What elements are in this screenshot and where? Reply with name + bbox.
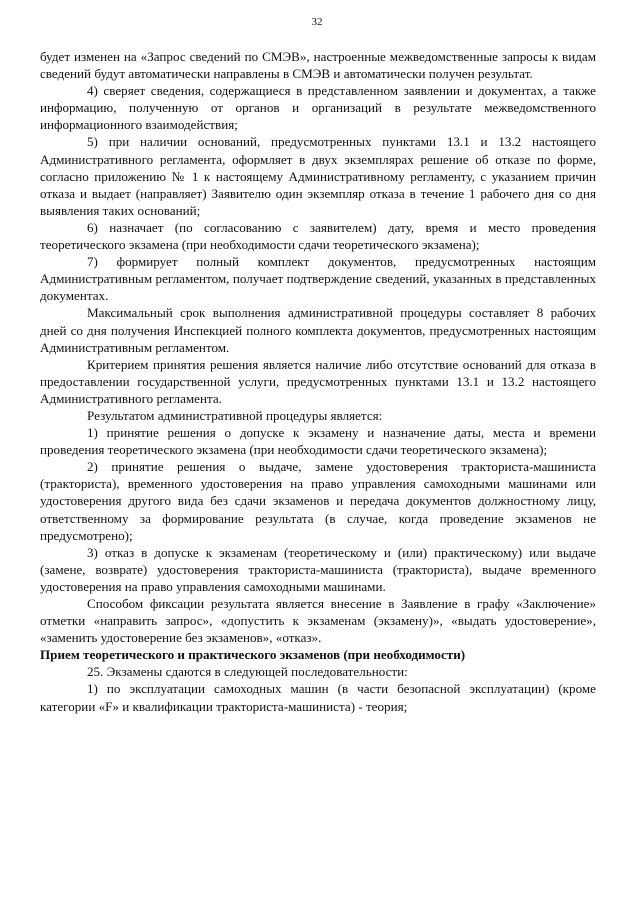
paragraph: 4) сверяет сведения, содержащиеся в представленном заявлении и документах, а также информацию, полученную от органов и организаций в результате межведомственного информационного взаимодействия; <box>40 83 596 133</box>
paragraph: 25. Экзамены сдаются в следующей последовательности: <box>87 664 408 680</box>
section-heading: Прием теоретического и практического экзаменов (при необходимости) <box>40 647 466 663</box>
paragraph: 1) по эксплуатации самоходных машин (в части безопасной эксплуатации) (кроме категории «F» и квалификации тракториста-машиниста) - теория; <box>40 681 596 714</box>
paragraph: 6) назначает (по согласованию с заявителем) дату, время и место проведения теоретического экзамена (при необходимости сдачи теоретического экзамена); <box>40 219 596 253</box>
paragraph: Способом фиксации результата является внесение в Заявление в графу «Заключение» отметки «направить запрос», «допустить к экзаменам (экзамену)», «выдать удостоверение», «заменить удостоверение без экзаменов», «отказ». <box>40 596 596 646</box>
paragraph: 7) формирует полный комплект документов, предусмотренных настоящим Административным регламентом, получает подтверждение сведений, указанных в представленных документах. <box>40 254 596 304</box>
paragraph: Максимальный срок выполнения административной процедуры составляет 8 рабочих дней со дня получения Инспекцией полного комплекта документов, предусмотренных настоящим Административным регламентом. <box>40 305 596 355</box>
paragraph: 2) принятие решения о выдаче, замене удостоверения тракториста-машиниста (тракториста), временного удостоверения на право управления самоходными машинами или удостоверения другого вида без сдачи экзаменов и передача документов должностному лицу, ответственному за формирование результата (в случае, когда проведение экзаменов не предусмотрено); <box>40 459 596 543</box>
document-body <box>40 48 596 715</box>
paragraph: будет изменен на «Запрос сведений по СМЭВ», настроенные межведомственные запросы к видам сведений будут автоматически направлены в СМЭВ и автоматически получен результат. <box>40 49 596 82</box>
paragraph: Результатом административной процедуры является: <box>87 407 383 423</box>
paragraph: 1) принятие решения о допуске к экзамену и назначение даты, места и времени проведения теоретического экзамена (при необходимости сдачи теоретического экзамена); <box>40 425 596 458</box>
paragraph: 5) при наличии оснований, предусмотренных пунктами 13.1 и 13.2 настоящего Административного регламента, оформляет в двух экземплярах решение об отказе по форме, согласно приложению № 1 к настоящему Административному регламенту, с указанием причин отказа и выдает (направляет) Заявителю один экземпляр отказа в течение 1 рабочего дня со дня выявления таких оснований; <box>40 134 596 218</box>
paragraph: Критерием принятия решения является наличие либо отсутствие оснований для отказа в предоставлении государственной услуги, предусмотренных пунктами 13.1 и 13.2 настоящего Административного регламента. <box>40 356 596 406</box>
paragraph: 3) отказ в допуске к экзаменам (теоретическому и (или) практическому) или выдаче (замене, возврате) удостоверения тракториста-машиниста (тракториста), выдаче временного удостоверения на право управления самоходными машинами. <box>40 544 596 594</box>
page-number: 32 <box>311 16 323 28</box>
